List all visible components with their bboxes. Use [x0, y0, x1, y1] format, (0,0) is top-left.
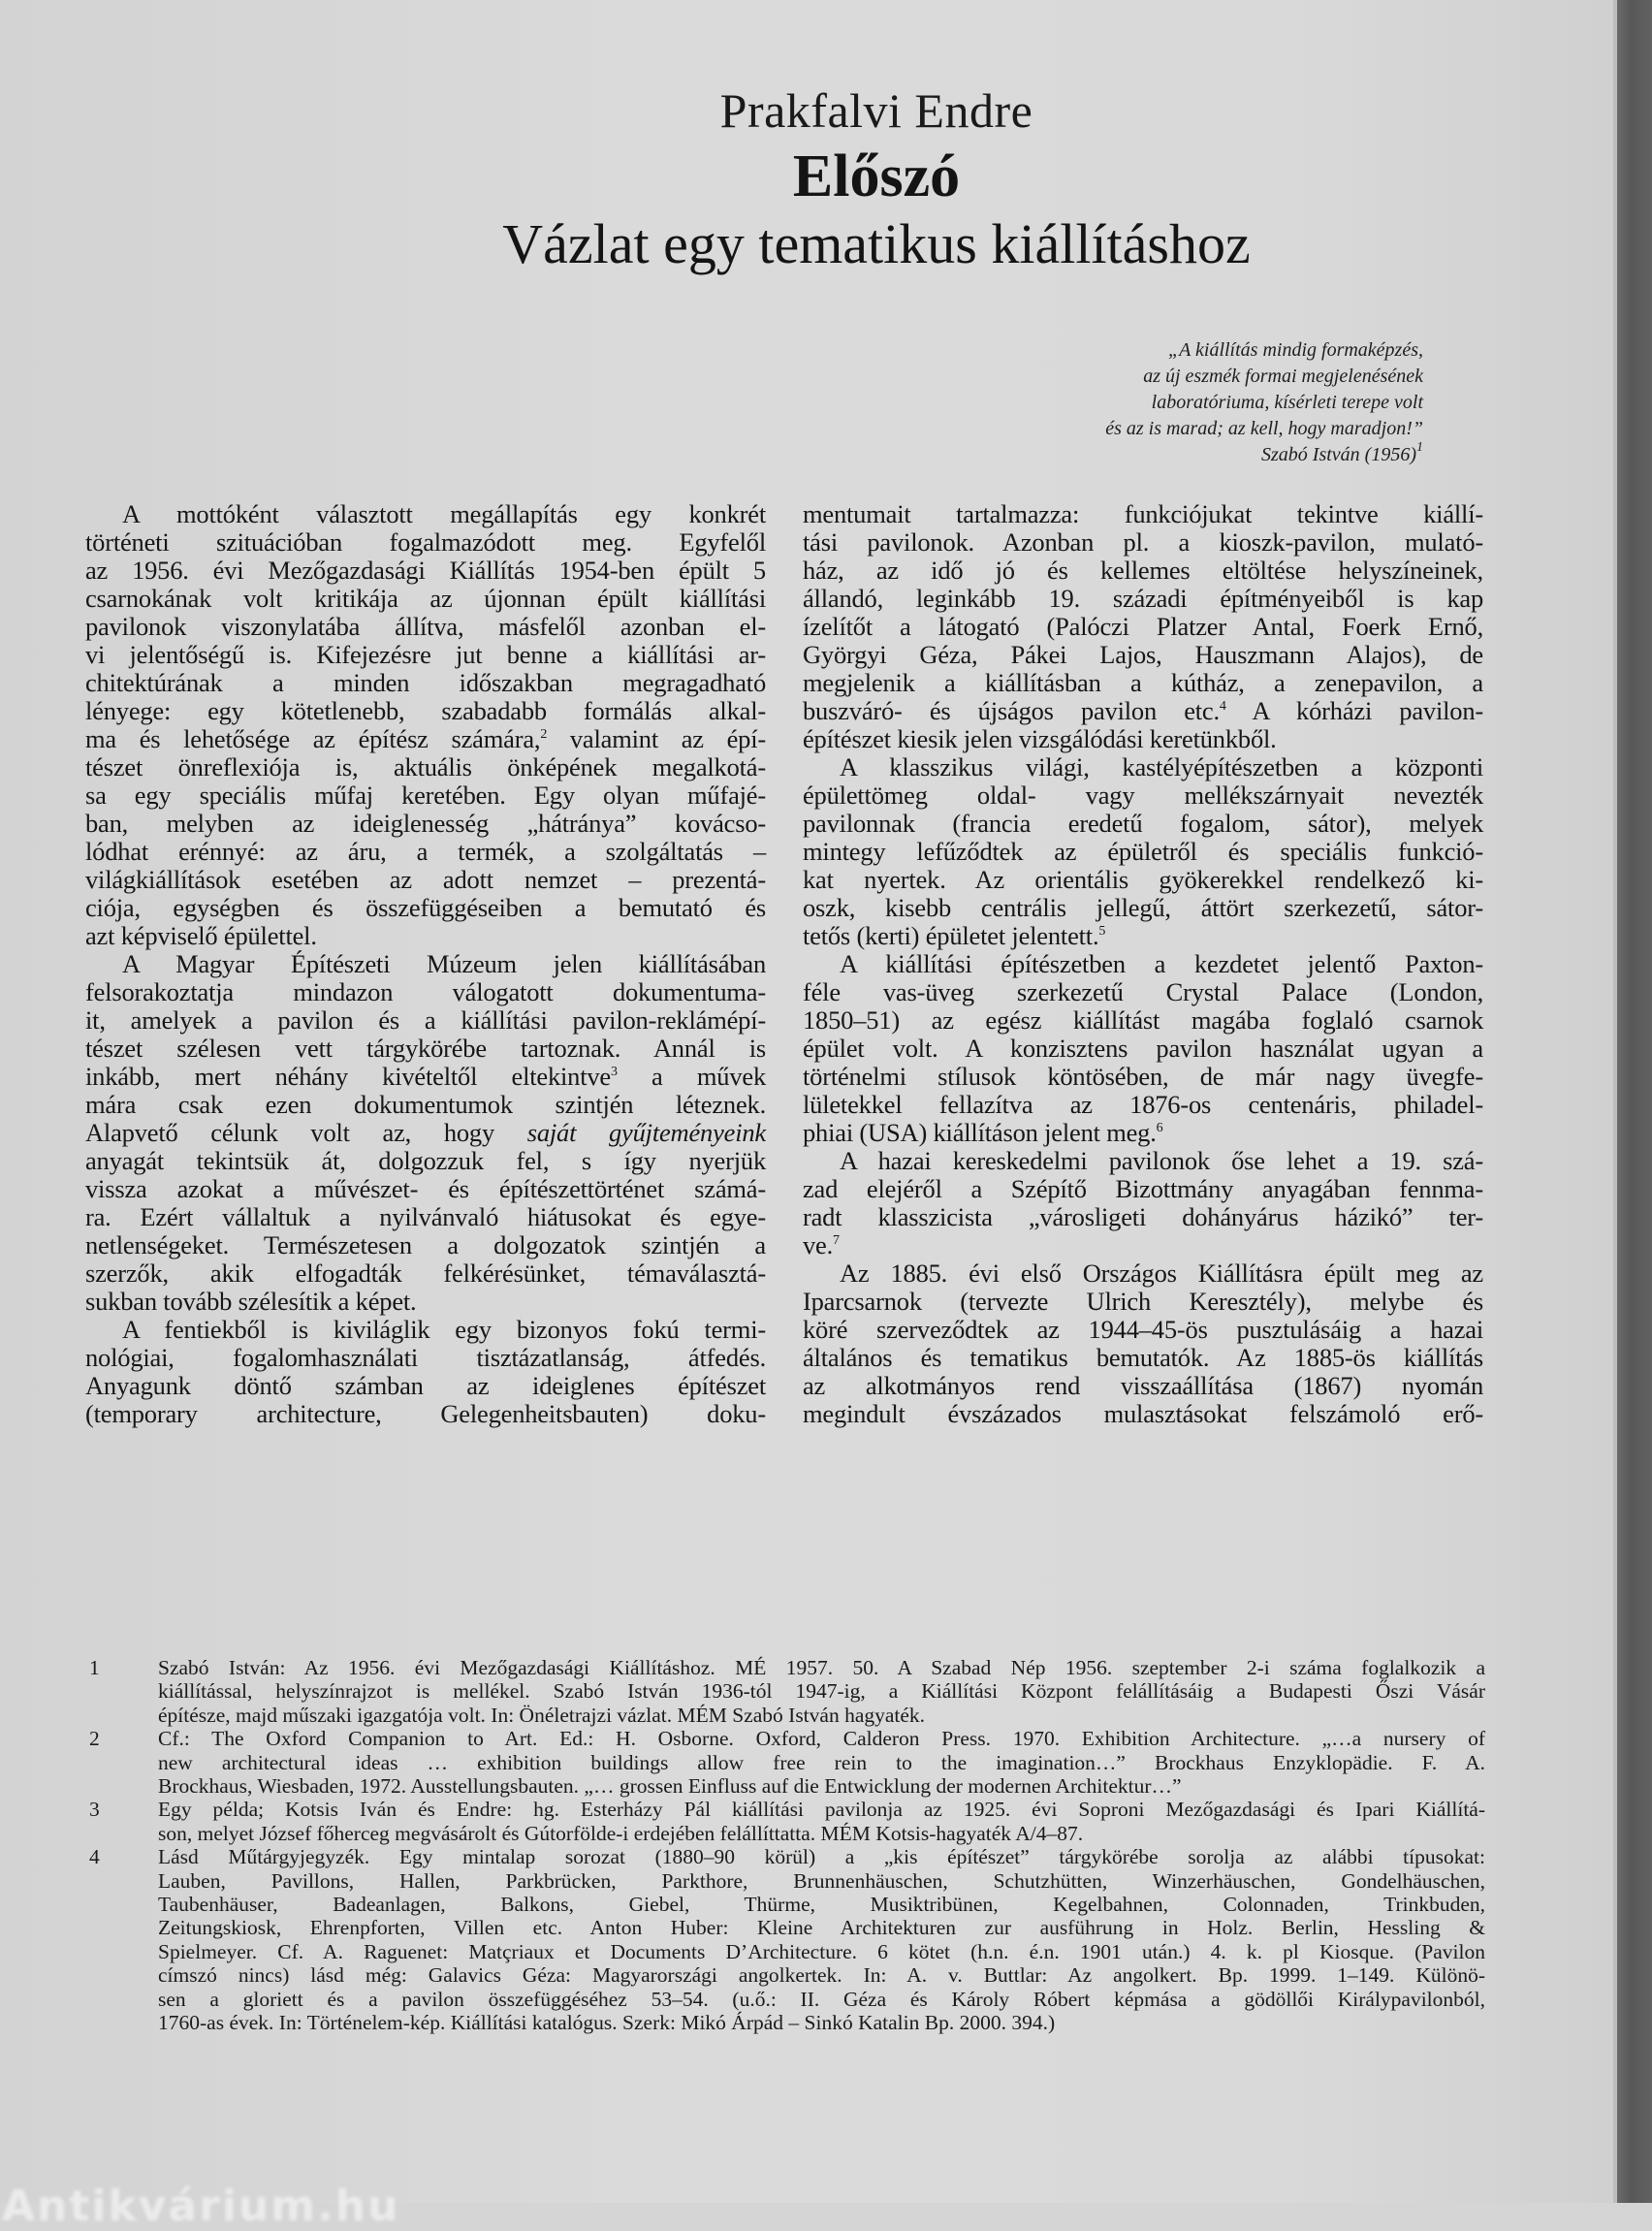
body-column-left — [85, 500, 766, 1428]
text-line: történelmi stílusok köntösében, de már nagy üvegfe- — [803, 1062, 1483, 1091]
text-line: mentumait tartalmazza: funkciójukat tekintve kiállí- — [803, 499, 1483, 528]
text-line: sa egy speciális műfaj keretében. Egy olyan műfajé- — [85, 781, 766, 810]
text-line: ban, melyben az ideiglenesség „hátránya” kovácso- — [85, 809, 766, 838]
text-line: kat nyertek. Az orientális gyökerekkel rendelkező ki- — [803, 865, 1483, 894]
footnote-line: Egy példa; Kotsis Iván és Endre: hg. Esterházy Pál kiállítási pavilonja az 1925. évi Soproni Mezőgazdasági és Ipari Kiállítá- — [158, 1798, 1485, 1822]
text-line: tetős (kerti) épületet jelentett.$^5$ — [803, 921, 1106, 950]
epigraph-line: laboratóriuma, kísérleti terepe volt — [1151, 392, 1423, 413]
text-line: ház, az idő jó és kellemes eltöltése helyszíneinek, — [803, 556, 1483, 585]
text-line: vissza azokat a művészet- és építészettörténet számá- — [85, 1174, 766, 1203]
watermark: Antikvárium.hu — [2, 2182, 400, 2231]
footnote-number: 4 — [89, 1845, 100, 1869]
text-line: épület volt. A konzisztens pavilon használat ugyan a — [803, 1034, 1483, 1063]
text-line: felsorakoztatja mindazon válogatott dokumentuma- — [85, 977, 766, 1006]
text-line: lényege: egy kötetlenebb, szabadabb formálás alkal- — [85, 696, 766, 725]
text-line: Az 1885. évi első Országos Kiállításra épült meg az — [840, 1259, 1483, 1288]
text-line: 1850–51) az egész kiállítást magába foglaló csarnok — [803, 1005, 1483, 1035]
footnote-line: Taubenhäuser, Badeanlagen, Balkons, Giebel, Thürme, Musiktribünen, Kegelbahnen, Colonnaden, Trinkbuden, — [158, 1893, 1485, 1917]
footnote-3 — [85, 1798, 1485, 1845]
text-line: A kiállítási építészetben a kezdetet jelentő Paxton- — [840, 949, 1483, 978]
text-line: it, amelyek a pavilon és a kiállítási pavilon-reklámépí- — [85, 1005, 766, 1035]
text-line: ízelítőt a látogató (Palóczi Platzer Antal, Foerk Ernő, — [803, 612, 1483, 641]
footnote-line: Brockhaus, Wiesbaden, 1972. Ausstellungsbauten. „… grossen Einfluss auf die Entwicklung der modernen Architektur…” — [158, 1774, 1182, 1799]
text-line: megindult évszázados mulasztásokat felszámoló erő- — [803, 1399, 1483, 1428]
text-line: ra. Ezért vállaltuk a nyilvánvaló hiátusokat és egye- — [85, 1202, 766, 1231]
text-line: történeti szituációban fogalmazódott meg. Egyfelől — [85, 527, 766, 557]
text-line: az 1956. évi Mezőgazdasági Kiállítás 1954-ben épült 5 — [85, 556, 766, 585]
footnote-line: new architectural ideas … exhibition buildings allow free rein to the imagination…” Brockhaus Enzyklopädie. F. A. — [158, 1750, 1485, 1774]
text-line: zad elejéről a Szépítő Bizottmány anyagában fennma- — [803, 1174, 1483, 1203]
footnote-ref[interactable]: 2 — [540, 727, 548, 742]
footnote-line: építésze, majd műszaki igazgatója volt. In: Önéletrajzi vázlat. MÉM Szabó István hagyaték. — [158, 1703, 926, 1727]
text-line: A fentiekből is kiviláglik egy bizonyos fokú termi- — [122, 1315, 766, 1344]
text-line: szerzők, akik elfogadták felkérésünket, témaválasztá- — [85, 1259, 766, 1288]
footnote-2 — [85, 1727, 1485, 1798]
text-line: csarnokának volt kritikája az újonnan épült kiállítási — [85, 584, 766, 613]
text-line: megjelenik a kiállításban a kútház, a zenepavilon, a — [803, 668, 1483, 697]
footnote-number: 1 — [89, 1656, 100, 1679]
footnotes — [85, 1656, 1485, 2035]
text-line: állandó, leginkább 19. századi építményeiből is kap — [803, 584, 1483, 613]
text-line: A mottóként választott megállapítás egy konkrét — [122, 499, 766, 528]
footnote-line: Lauben, Pavillons, Hallen, Parkbrücken, Parkthore, Brunnenhäuschen, Schutzhütten, Winzerhäuschen, Gondelhäuschen, — [158, 1868, 1485, 1893]
text-line: ma és lehetősége az építész számára,$^2$ valamint az épí- — [85, 724, 766, 753]
text-line: anyagát tekintsük át, dolgozzuk fel, s így nyerjük — [85, 1146, 766, 1175]
text-line: általános és tematikus bemutatók. Az 1885-ös kiállítás — [803, 1343, 1483, 1372]
text-line: lódhat erénnyé: az áru, a termék, a szolgáltatás – — [85, 837, 766, 866]
text-line: netlenségeket. Természetesen a dolgozatok szintjén a — [85, 1230, 766, 1259]
text-line: mintegy lefűződtek az épületről és speciális funkció- — [803, 837, 1483, 866]
footnote-line: Zeitungskiosk, Ehrenpforten, Villen etc. Anton Huber: Kleine Architekturen zur ausführung in Holz. Berlin, Hessling & — [158, 1916, 1485, 1940]
epigraph-line: „A kiállítás mindig formaképzés, — [1168, 339, 1423, 361]
epigraph-line: és az is marad; az kell, hogy maradjon!” — [1105, 418, 1423, 439]
text-line: A Magyar Építészeti Múzeum jelen kiállításában — [122, 949, 766, 978]
text-line: építészet kiesik jelen vizsgálódási keretünkből. — [803, 724, 1277, 753]
footnote-line: 1760-as évek. In: Történelem-kép. Kiállítási katalógus. Szerk: Mikó Árpád – Sinkó Katalin Bp. 2000. 394.) — [158, 2011, 1056, 2035]
footnote-ref[interactable]: 4 — [1219, 699, 1226, 714]
author-name: Prakfalvi Endre — [719, 83, 1033, 138]
article-title: Előszó — [792, 143, 961, 209]
epigraph — [880, 337, 1423, 468]
footnote-ref[interactable]: 6 — [1156, 1121, 1163, 1135]
text-line: oszk, kisebb centrális jellegű, áttört szerkezetű, sátor- — [803, 893, 1483, 922]
text-line: vi jelentőségű is. Kifejezésre jut benne a kiállítási ar- — [85, 640, 766, 669]
text-line: ve.$^7$ — [803, 1230, 840, 1259]
footnote-1 — [85, 1656, 1485, 1727]
text-line: inkább, mert néhány kivételtől eltekintve$^3$ a művek — [85, 1062, 766, 1091]
footnote-number: 3 — [89, 1798, 100, 1822]
text-line: chitektúrának a minden időszakban megragadható — [85, 668, 766, 697]
footnote-line: Szabó István: Az 1956. évi Mezőgazdasági Kiállításhoz. MÉ 1957. 50. A Szabad Nép 1956. szeptember 2-i száma foglalkozik a — [158, 1656, 1485, 1679]
text-line: köré szerveződtek az 1944–45-ös pusztulásáig a hazai — [803, 1315, 1483, 1344]
article-subtitle: Vázlat egy tematikus kiállításhoz — [502, 212, 1251, 275]
text-line: buszváró- és újságos pavilon etc.$^4$ A kórházi pavilon- — [803, 696, 1483, 725]
text-line: tészet önreflexiója is, aktuális önképének megalkotá- — [85, 752, 766, 781]
body-column-right — [803, 500, 1483, 1428]
emphasis: saját gyűjteményeink — [526, 1118, 766, 1147]
footnote-line: Cf.: The Oxford Companion to Art. Ed.: H. Osborne. Oxford, Calderon Press. 1970. Exhibition Architecture. „…a nursery of — [158, 1727, 1485, 1751]
epigraph-line: az új eszmék formai megjelenésének — [1143, 366, 1423, 387]
text-line: tási pavilonok. Azonban pl. a kioszk-pavilon, mulató- — [803, 527, 1483, 557]
text-line: A hazai kereskedelmi pavilonok őse lehet a 19. szá- — [840, 1146, 1483, 1175]
text-line: ciója, egységben és összefüggéseiben a bemutató és — [85, 893, 766, 922]
text-line: az alkotmányos rend visszaállítása (1867) nyomán — [803, 1371, 1483, 1400]
text-line: mára csak ezen dokumentumok szintjén léteznek. — [85, 1090, 766, 1119]
text-line: pavilonnak (francia eredetű fogalom, sátor), melyek — [803, 809, 1483, 838]
text-line: sukban tovább szélesítik a képet. — [85, 1287, 417, 1316]
text-line: phiai (USA) kiállításon jelent meg.$^6$ — [803, 1118, 1163, 1147]
text-line: radt klasszicista „városligeti dohányárus házikó” ter- — [803, 1202, 1483, 1231]
footnote-ref[interactable]: 5 — [1098, 924, 1106, 939]
text-line: féle vas-üveg szerkezetű Crystal Palace (London, — [803, 977, 1483, 1006]
footnote-line: sen a gloriett és a pavilon összefüggéséhez 53–54. (u.ő.: II. Géza és Károly Róbert képmása a gödöllői Királypavilonból, — [158, 1987, 1485, 2011]
text-line: épülettömeg oldal- vagy mellékszárnyait nevezték — [803, 781, 1483, 810]
text-line: Györgyi Géza, Pákei Lajos, Hauszmann Alajos), de — [803, 640, 1483, 669]
text-line: lületekkel fellazítva az 1876-os centenáris, philadel- — [803, 1090, 1483, 1119]
footnote-line: Spielmeyer. Cf. A. Raguenet: Matçriaux et Documents D’Architecture. 6 kötet (h.n. é.n. 1901 után.) 4. k. pl Kiosque. (Pavilon — [158, 1939, 1485, 1963]
footnote-ref[interactable]: 3 — [611, 1065, 618, 1079]
text-line: Alapvető célunk volt az, hogy saját gyűjteményeink — [85, 1118, 766, 1147]
footnote-line: Lásd Műtárgyjegyzék. Egy mintalap sorozat (1880–90 körül) a „kis építészet” tárgykörébe sorolja az alábbi típusokat: — [158, 1845, 1485, 1869]
text-line: Anyagunk döntő számban az ideiglenes építészet — [85, 1371, 766, 1400]
text-line: azt képviselő épülettel. — [85, 921, 317, 950]
footnote-line: címszó nincs) lásd még: Galavics Géza: Magyarországi angolkertek. In: A. v. Buttlar: Az angolkert. Bp. 1999. 1–149. Különö- — [158, 1963, 1485, 1988]
footnote-number: 2 — [89, 1727, 100, 1751]
epigraph-source: Szabó István $(1956)^1$ — [1261, 440, 1423, 465]
text-line: A klasszikus világi, kastélyépítészetben a központi — [840, 752, 1483, 781]
text-line: pavilonok viszonylatába állítva, másfelől azonban el- — [85, 612, 766, 641]
footnote-line: kiállítással, helyszínrajzot is mellékel. Szabó István 1936-tól 1947-ig, a Kiállítási Központ felállításáig a Budapesti Őszi Vásár — [158, 1679, 1485, 1704]
footnote-ref[interactable]: 1 — [1416, 440, 1423, 455]
text-line: Iparcsarnok (tervezte Ulrich Keresztély), melybe és — [803, 1287, 1483, 1316]
footnote-line: son, melyet József főherceg megvásárolt és Gútorfölde-i erdejében felállíttatta. MÉM Kotsis-hagyaték A/4–87. — [158, 1821, 1084, 1845]
footnote-4 — [85, 1845, 1485, 2034]
text-line: tészet szélesen vett tárgykörébe tartoznak. Annál is — [85, 1034, 766, 1063]
footnote-ref[interactable]: 7 — [833, 1233, 840, 1248]
text-line: (temporary architecture, Gelegenheitsbauten) doku- — [85, 1399, 766, 1428]
text-line: világkiállítások esetében az adott nemzet – prezentá- — [85, 865, 766, 894]
book-edge-strip — [1617, 0, 1652, 2203]
text-line: nológiai, fogalomhasználati tisztázatlanság, átfedés. — [85, 1343, 766, 1372]
article-header — [0, 80, 1617, 277]
